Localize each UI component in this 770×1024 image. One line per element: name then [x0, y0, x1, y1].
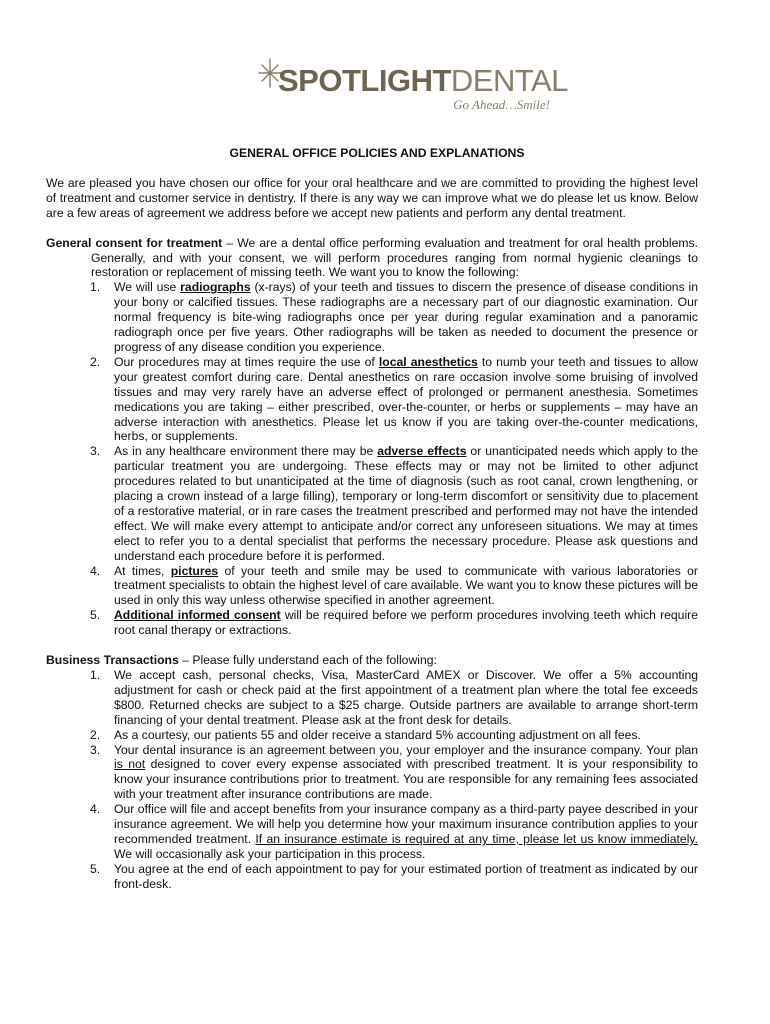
item-text: will be required before we perform procedures involving teeth which require root canal therapy or extractions. — [114, 608, 699, 638]
item-text: or unanticipated needs which apply to the particular treatment you are undergoing. These effects may or may not be limited to other adjunct procedures related to but unanticipated at the time of diagnosis (such as root canal, crown lengthening, or placing a crown instead of a large filling), temporary or long-term discomfort or sensitivity due to placement of a restorative material, or in rare cases the treatment prescribed and performed may not have the intended effect. We will make every attempt to anticipate and/or correct any unforeseen situations. We may at times elect to refer you to a dental specialist that performs the necessary procedure. Please ask questions and understand each procedure before it is performed. — [114, 444, 698, 563]
underlined-text: is not — [114, 757, 146, 772]
item-keyword: radiographs — [180, 280, 251, 295]
list-item — [46, 355, 698, 444]
page-title: GENERAL OFFICE POLICIES AND EXPLANATIONS — [229, 146, 525, 160]
item-number: 5. — [90, 861, 101, 876]
item-number: 1. — [90, 280, 101, 295]
business-intro — [46, 653, 698, 668]
business-section — [46, 653, 698, 892]
consent-list — [46, 280, 698, 638]
list-item — [46, 668, 698, 728]
item-number: 3. — [90, 444, 101, 459]
business-heading: Business Transactions — [46, 653, 179, 668]
consent-intro — [46, 236, 698, 281]
item-text: You agree at the end of each appointment to pay for your estimated portion of treatment as indicated by our front-desk. — [114, 861, 698, 891]
logo-wordmark — [278, 63, 568, 99]
item-text: As a courtesy, our patients 55 and older receive a standard 5% accounting adjustment on all fees. — [114, 727, 641, 742]
item-keyword: pictures — [170, 563, 219, 578]
list-item — [46, 444, 698, 563]
item-text: Our procedures may at times require the use of — [114, 354, 379, 369]
item-keyword: Additional informed consent — [114, 608, 281, 623]
consent-heading: General consent for treatment — [46, 235, 223, 250]
item-text: designed to cover every expense associated with prescribed treatment. It is your responsibility to know your insurance contributions prior to treatment. You are responsible for any remaining fees associated with your treatment after insurance contributions are made. — [114, 757, 698, 802]
item-number: 2. — [90, 354, 101, 369]
list-item — [46, 608, 698, 638]
document-body — [46, 146, 698, 907]
item-number: 2. — [90, 727, 101, 742]
business-text: – Please fully understand each of the following: — [178, 653, 437, 668]
item-text: We will use — [114, 280, 181, 295]
business-list — [46, 668, 698, 892]
logo-word-bold: SPOTLIGHT — [278, 63, 451, 98]
item-text: As in any healthcare environment there may be — [114, 444, 378, 459]
list-item — [46, 280, 698, 355]
item-text: We will occasionally ask your participation in this process. — [114, 846, 426, 861]
item-text: (x-rays) of your teeth and tissues to discern the presence of disease conditions in your bony or calcified tissues. These radiographs are a necessary part of our diagnostic examination. Our normal frequency is bite-wing radiographs once per year during regular examination and a panoramic radiograph once per five years. Other radiographs will be taken as needed to document the presence or progress of any disease condition you experience. — [114, 280, 699, 354]
item-number: 3. — [90, 742, 101, 757]
consent-text: – We are a dental office performing evaluation and treatment for oral health problems. Generally, and with your consent, we will perform procedures ranging from normal hygienic cleanings to restoration or replacement of missing teeth. We want you to know the following: — [91, 235, 698, 280]
list-item — [46, 862, 698, 892]
logo-word-thin: DENTAL — [450, 63, 568, 98]
item-number: 1. — [90, 668, 101, 682]
underlined-text: If an insurance estimate is required at any time, please let us know immediately. — [255, 831, 698, 846]
item-number: 4. — [90, 802, 101, 817]
list-item — [46, 728, 698, 743]
item-text: At times, — [114, 563, 171, 578]
consent-section — [46, 236, 698, 638]
intro-paragraph: We are pleased you have chosen our office for your oral healthcare and we are committed to providing the highest level of treatment and customer service in dentistry. If there is any way we can improve what we do please let us know. Below are a few areas of agreement we address before we accept new patients and perform any dental treatment. — [46, 175, 698, 220]
item-text: to numb your teeth and tissues to allow your greatest comfort during care. Dental anesthetics on rare occasion involve some bruising of involved tissues and may very rarely have an adverse effect of prolonged or permanent anesthesia. Sometimes medications you are taking – either prescribed, over-the-counter, or herbs or supplements – may have an adverse interaction with anesthetics. Please let us know if you are taking over-the-counter medications, herbs, or supplements. — [114, 354, 698, 444]
item-text: Our office will file and accept benefits from your insurance company as a third-party payee described in your insurance agreement. We will help you determine how your maximum insurance contribution applies to your recommended treatment. — [114, 802, 698, 846]
item-text: We accept cash, personal checks, Visa, MasterCard AMEX or Discover. We offer a 5% accounting adjustment for cash or check paid at the first appointment of a treatment plan where the total fee exceeds $800. Returned checks are subject to a $25 charge. Outside partners are available to arrange short-term financing of your dental treatment. Please ask at the front desk for details. — [114, 668, 698, 727]
item-keyword: adverse effects — [377, 444, 467, 459]
list-item — [46, 564, 698, 609]
list-item — [46, 743, 698, 803]
logo-tagline: Go Ahead…Smile! — [453, 97, 550, 112]
item-number: 5. — [90, 608, 101, 623]
item-number: 4. — [90, 563, 101, 578]
spotlight-dental-logo — [256, 57, 568, 119]
item-text: Your dental insurance is an agreement between you, your employer and the insurance company. Your plan — [114, 742, 698, 757]
list-item — [46, 802, 698, 862]
item-keyword: local anesthetics — [378, 354, 478, 369]
item-text: of your teeth and smile may be used to communicate with various laboratories or treatment specialists to obtain the highest level of care available. We want you to know these pictures will be used in only this way unless otherwise specified in another agreement. — [114, 563, 698, 608]
